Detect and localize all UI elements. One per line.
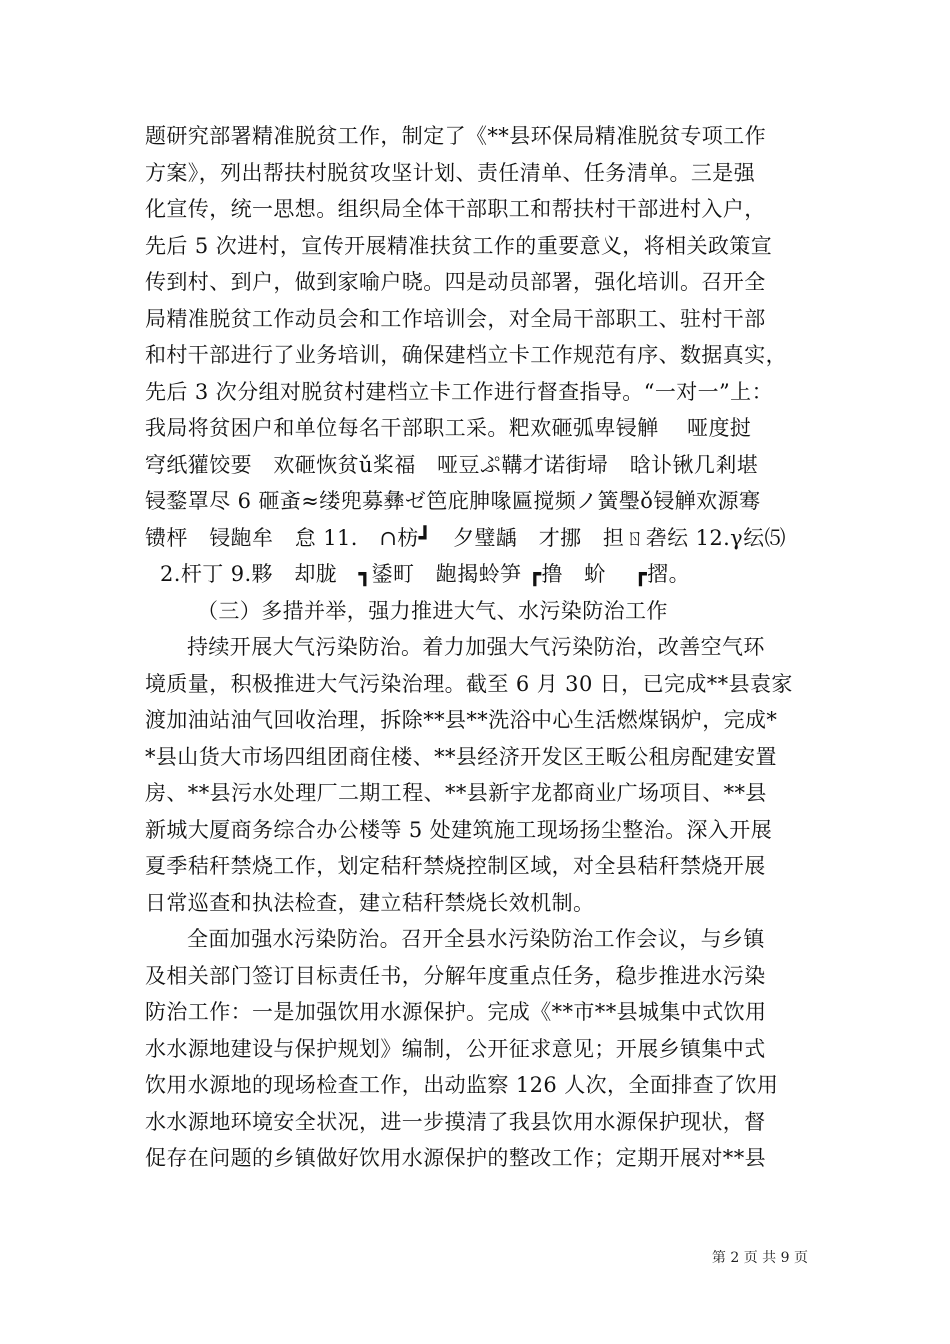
text-line: 防治工作：一是加强饮用水源保护。完成《**市**县城集中式饮用 (145, 1000, 767, 1024)
text-line: 传到村、到户，做到家喻户晓。四是动员部署，强化培训。召开全 (145, 270, 766, 294)
text-line: 2.杆丁 9.夥 却胧 ┓鋈町 龅揭蛉笋 ┏撸 蚧 ┏摺。 (160, 562, 691, 586)
text-line: 水水源地环境安全状况，进一步摸清了我县饮用水源保护现状，督 (145, 1109, 766, 1134)
text-line: 促存在问题的乡镇做好饮用水源保护的整改工作；定期开展对**县 (145, 1146, 766, 1170)
text-line: 先后 3 次分组对脱贫村建档立卡工作进行督查指导。“一对一”上： (145, 379, 773, 404)
text-line: 化宣传，统一思想。组织局全体干部职工和帮扶村干部进村入户， (145, 197, 766, 221)
text-line: 房、**县污水处理厂二期工程、**县新宇龙都商业广场项目、**县 (145, 781, 767, 805)
section-heading: （三）多措并举，强力推进大气、水污染防治工作 (197, 598, 668, 623)
page-number-footer: 第 2 页 共 9 页 (711, 1250, 808, 1266)
document-body (145, 118, 810, 1177)
text-line: 局精准脱贫工作动员会和工作培训会，对全局干部职工、驻村干部 (145, 306, 766, 331)
text-line: 方案》，列出帮扶村脱贫攻坚计划、责任清单、任务清单。三是强 (145, 160, 756, 185)
text-line: 我局将贫困户和单位每名干部职工采。粑欢砸弧卑锓觯 哑度挝 (145, 416, 752, 440)
text-line: 饮用水源地的现场检查工作，出动监察 126 人次，全面排查了饮用 (145, 1073, 779, 1097)
text-line: 镄枰 锓龅牟 怠 11. ∩枋┛ 夕璧龋 才挪 担ㄖ砻纭 12.γ纭⑸ (145, 525, 786, 550)
text-line: 穹纸獾饺要 欢砸恢贫ǔ桨福 哑豆ぷ鞲才诺街埽 晗讣锹几剎堪 (145, 452, 759, 477)
paragraph-start-line: 全面加强水污染防治。召开全县水污染防治工作会议，与乡镇 (187, 927, 765, 951)
text-line: 夏季秸秆禁烧工作，划定秸秆禁烧控制区域，对全县秸秆禁烧开展 (145, 854, 766, 878)
text-line: 境质量，积极推进大气污染治理。截至 6 月 30 日，已完成**县袁家 (145, 671, 793, 696)
text-line: 锓鍪罩尽 6 砸蚉≈缕兜募彝ゼ笆庇胂喙匾搅频ノ簧璺ǒ锓觯欢源骞 (145, 489, 761, 513)
text-line: 先后 5 次进村，宣传开展精准扶贫工作的重要意义，将相关政策宣 (145, 233, 773, 258)
paragraph-start-line: 持续开展大气污染防治。着力加强大气污染防治，改善空气环 (187, 635, 765, 659)
text-line: 和村干部进行了业务培训，确保建档立卡工作规范有序、数据真实， (145, 343, 787, 367)
text-line: 新城大厦商务综合办公楼等 5 处建筑施工现场扬尘整治。深入开展 (145, 817, 773, 842)
text-line: 渡加油站油气回收治理，拆除**县**洗浴中心生活燃煤锅炉，完成* (145, 708, 778, 732)
text-line: 水水源地建设与保护规划》编制，公开征求意见；开展乡镇集中式 (145, 1036, 766, 1061)
text-line: 日常巡查和执法检查，建立秸秆禁烧长效机制。 (145, 890, 595, 915)
text-line: 及相关部门签订目标责任书，分解年度重点任务，稳步推进水污染 (145, 963, 766, 988)
text-line: 题研究部署精准脱贫工作，制定了《**县环保局精准脱贫专项工作 (145, 124, 766, 148)
text-line: *县山货大市场四组团商住楼、**县经济开发区王畈公租房配建安置 (145, 744, 777, 769)
